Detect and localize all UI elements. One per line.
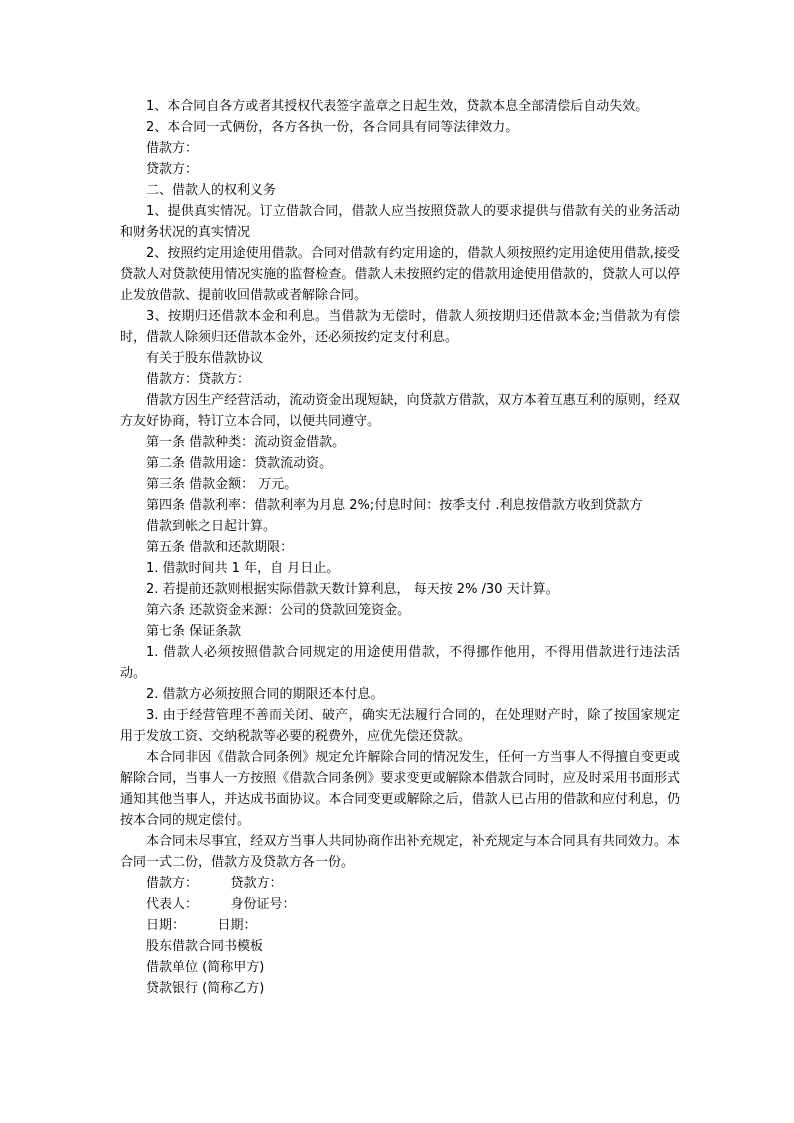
party-b-line: 贷款银行 (简称乙方) — [146, 981, 265, 996]
article-2: 第二条 借款用途：贷款流动资。 — [146, 456, 333, 471]
document-body — [120, 96, 680, 999]
clause-effective: 1、本合同自各方或者其授权代表签字盖章之日起生效，贷款本息全部清偿后自动失效。 — [146, 99, 649, 114]
article-7-item-2: 2. 借款方必须按照合同的期限还本付息。 — [146, 687, 384, 702]
article-4: 第四条 借款利率：借款利率为月息 2%;付息时间：按季支付 .利息按借款方收到贷款方 — [146, 498, 643, 513]
article-7-item-1: 1. 借款人必须按照借款合同规定的用途使用借款，不得挪作他用，不得用借款进行违法活动。 — [120, 645, 680, 681]
article-3: 第三条 借款金额： 万元。 — [146, 477, 298, 492]
lender-line: 贷款方： — [146, 162, 199, 177]
article-4-continued: 借款到帐之日起计算。 — [146, 519, 277, 534]
supplementary-clause: 本合同未尽事宜，经双方当事人共同协商作出补充规定，补充规定与本合同具有共同效力。本合同一式二份，借款方及贷款方各一份。 — [120, 834, 680, 870]
section-heading-rights: 二、借款人的权利义务 — [146, 183, 277, 198]
article-5-item-1: 1. 借款时间共 1 年，自 月日止。 — [146, 561, 340, 576]
clause-copies: 2、本合同一式俩份，各方各执一份，各合同具有同等法律效力。 — [146, 120, 519, 135]
parties-line: 借款方：贷款方： — [146, 372, 251, 387]
template-title: 股东借款合同书模板 — [146, 939, 264, 954]
article-7-item-3: 3. 由于经营管理不善而关闭、破产，确实无法履行合同的，在处理财产时，除了按国家规定用于发放工资、交纳税款等必要的税费外，应优先偿还贷款。 — [120, 708, 680, 744]
signature-representative: 代表人： 身份证号： — [146, 897, 296, 912]
signature-parties: 借款方： 贷款方： — [146, 876, 283, 891]
party-a-line: 借款单位 (简称甲方) — [146, 960, 265, 975]
agreement-title: 有关于股东借款协议 — [146, 351, 264, 366]
rights-item-3: 3、按期归还借款本金和利息。当借款为无偿时，借款人须按期归还借款本金;当借款为有偿时，借款人除须归还借款本金外，还必须按约定支付利息。 — [120, 309, 680, 345]
article-7: 第七条 保证条款 — [146, 624, 242, 639]
termination-clause: 本合同非因《借款合同条例》规定允许解除合同的情况发生，任何一方当事人不得擅自变更或解除合同，当事人一方按照《借款合同条例》要求变更或解除本借款合同时，应及时采用书面形式通知其他当事人，并达成书面协议。本合同变更或解除之后，借款人已占用的借款和应付利息，仍按本合同的规定偿付。 — [120, 750, 680, 828]
article-6: 第六条 还款资金来源：公司的贷款回笼资金。 — [146, 603, 411, 618]
borrower-line: 借款方： — [146, 141, 199, 156]
rights-item-1: 1、提供真实情况。订立借款合同，借款人应当按照贷款人的要求提供与借款有关的业务活动和财务状况的真实情况 — [120, 204, 680, 240]
article-1: 第一条 借款种类：流动资金借款。 — [146, 435, 346, 450]
agreement-preamble: 借款方因生产经营活动，流动资金出现短缺，向贷款方借款，双方本着互惠互利的原则，经双方友好协商，特订立本合同，以便共同遵守。 — [120, 393, 680, 429]
article-5: 第五条 借款和还款期限： — [146, 540, 294, 555]
article-5-item-2: 2. 若提前还款则根据实际借款天数计算利息， 每天按 2% /30 天计算。 — [146, 582, 559, 597]
rights-item-2: 2、按照约定用途使用借款。合同对借款有约定用途的，借款人须按照约定用途使用借款,接受贷款人对贷款使用情况实施的监督检查。借款人未按照约定的借款用途使用借款的，贷款人可以停止发放借款、提前收回借款或者解除合同。 — [120, 246, 680, 303]
signature-dates: 日期： 日期： — [146, 918, 257, 933]
